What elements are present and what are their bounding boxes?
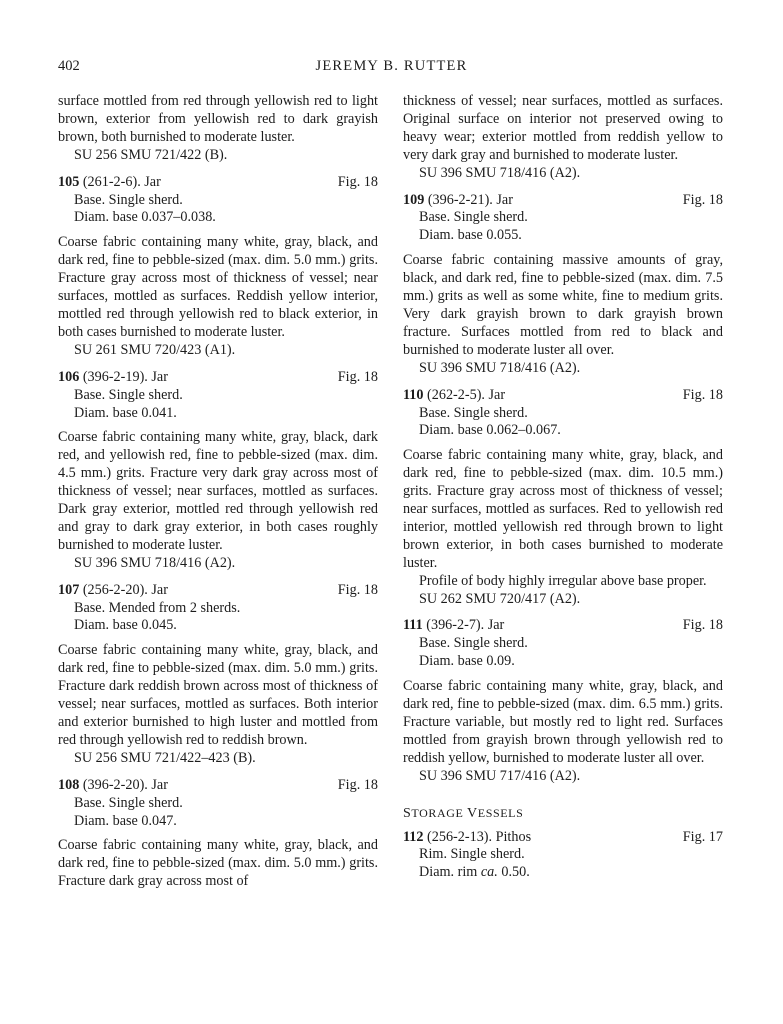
su-reference: SU 256 SMU 721/422 (B).	[74, 146, 228, 163]
catalogue-number: 112	[403, 828, 424, 845]
entry-heading	[58, 369, 378, 387]
catalogue-number: 108	[58, 776, 80, 793]
catalogue-number: 109	[403, 191, 425, 208]
entry-description: Coarse fabric containing many white, gray, black, and dark red, fine to pebble-sized (max. dim. 10.5 mm.) grits. Fracture gray across most of thickness of vessel; near surfaces, mottled as surfaces. Red to yellowish red interior, mottled yellowish red through brown to light brown exterior, in both cases burnished to moderate luster.	[403, 447, 723, 571]
entry-meta: Base. Single sherd.	[74, 191, 183, 208]
entry-dimensions: Diam. base 0.055.	[419, 227, 522, 244]
entry-title	[58, 174, 161, 192]
figure-reference: Fig. 18	[337, 173, 378, 190]
entry-description: Coarse fabric containing many white, gray, black, dark red, and yellowish red, fine to pebble-sized (max. dim. 4.5 mm.) grits. Fracture very dark gray across most of thickness of vessel; near surfaces, mottled as surfaces. Dark gray exterior, mottled red through yellowish red and gray to dark gray exterior, in both cases roughly burnished to moderate luster.	[58, 429, 378, 553]
figure-reference: Fig. 18	[337, 581, 378, 598]
figure-reference: Fig. 18	[682, 191, 723, 208]
entry-heading	[58, 582, 378, 600]
entry-description: Coarse fabric containing massive amounts of gray, black, and dark red, fine to pebble-sized (max. dim. 7.5 mm.) grits as well as some white, fine to medium grits. Very dark grayish brown to dark grayish brown fracture. Surfaces mottled from red to black and burnished to moderate luster all over.	[403, 252, 723, 358]
entry-description: Coarse fabric containing many white, gray, black, and dark red, fine to pebble-sized (max. dim. 5.0 mm.) grits. Fracture gray across most of thickness of vessel; near surfaces, mottled as surfaces. Reddish yellow interior, mottled red through yellowish red to black exterior, in both cases burnished to moderate luster.	[58, 234, 378, 340]
figure-reference: Fig. 18	[337, 368, 378, 385]
entry-title	[58, 582, 168, 600]
entry-dimensions: Diam. base 0.062–0.067.	[419, 422, 561, 439]
entry-dimensions: Diam. base 0.09.	[419, 653, 515, 670]
entry-description: Coarse fabric containing many white, gray, black, and dark red, fine to pebble-sized (max. dim. 5.0 mm.) grits. Fracture dark reddish brown across most of thickness of vessel; near surfaces, mottled as surfaces. Both interior and exterior burnished to high luster and mottled from red through yellowish red to reddish brown.	[58, 642, 378, 748]
entry-dimensions: Diam. base 0.041.	[74, 404, 177, 421]
catalogue-number: 107	[58, 581, 80, 598]
entry-id: (396-2-7). Jar	[426, 617, 505, 634]
su-reference: SU 396 SMU 717/416 (A2).	[419, 767, 581, 784]
entry-note: Profile of body highly irregular above base proper.	[419, 572, 707, 589]
section-heading: STORAGE VESSELS	[403, 805, 524, 821]
su-reference: SU 396 SMU 718/416 (A2).	[419, 164, 581, 181]
catalogue-number: 106	[58, 368, 80, 385]
entry-title	[403, 829, 531, 847]
continuation-text: thickness of vessel; near surfaces, mottled as surfaces. Original surface on interior not preserved owing to heavy wear; exterior mottled from reddish yellow to very dark gray and burnished to moderate luster.	[403, 93, 723, 163]
left-column	[58, 93, 378, 891]
entry-heading	[403, 617, 723, 635]
entry-meta: Rim. Single sherd.	[419, 846, 525, 863]
entry-dimensions: Diam. base 0.047.	[74, 812, 177, 829]
su-reference: SU 262 SMU 720/417 (A2).	[419, 590, 581, 607]
catalogue-number: 110	[403, 386, 424, 403]
su-reference: SU 256 SMU 721/422–423 (B).	[74, 749, 256, 766]
page-number: 402	[58, 58, 80, 74]
entry-description: Coarse fabric containing many white, gray, black, and dark red, fine to pebble-sized (max. dim. 6.5 mm.) grits. Fracture variable, but mostly red to light red. Surfaces mottled from grayish brown through yellowish red to reddish yellow, burnished to moderate luster all over.	[403, 678, 723, 766]
su-reference: SU 396 SMU 718/416 (A2).	[74, 554, 236, 571]
entry-description: Coarse fabric containing many white, gray, black, and dark red, fine to pebble-sized (max. dim. 5.0 mm.) grits. Fracture dark gray across most of	[58, 837, 378, 890]
running-title: JEREMY B. RUTTER	[315, 58, 468, 74]
entry-heading	[58, 777, 378, 795]
catalogue-number: 111	[403, 617, 423, 634]
entry-meta: Base. Single sherd.	[419, 635, 528, 652]
entry-title	[403, 617, 504, 635]
right-column	[403, 93, 723, 882]
entry-meta: Base. Single sherd.	[74, 386, 183, 403]
figure-reference: Fig. 18	[337, 776, 378, 793]
entry-id: (256-2-13). Pithos	[427, 828, 532, 845]
figure-reference: Fig. 18	[682, 386, 723, 403]
entry-heading	[58, 174, 378, 192]
entry-heading	[403, 387, 723, 405]
entry-title	[58, 777, 168, 795]
entry-dimensions: Diam. base 0.037–0.038.	[74, 209, 216, 226]
catalogue-number: 105	[58, 173, 80, 190]
entry-title	[403, 192, 513, 210]
page-header	[58, 58, 725, 78]
continuation-text: surface mottled from red through yellowish red to light brown, exterior from yellowish red to dark grayish brown, both burnished to moderate luster.	[58, 93, 378, 145]
entry-id: (261-2-6). Jar	[82, 173, 161, 190]
entry-id: (256-2-20). Jar	[82, 581, 168, 598]
entry-id: (396-2-21). Jar	[427, 191, 513, 208]
entry-meta: Base. Single sherd.	[74, 794, 183, 811]
entry-meta: Base. Single sherd.	[419, 404, 528, 421]
entry-id: (396-2-19). Jar	[82, 368, 168, 385]
entry-heading	[403, 192, 723, 210]
figure-reference: Fig. 17	[682, 828, 723, 845]
entry-id: (396-2-20). Jar	[82, 776, 168, 793]
entry-title	[58, 369, 168, 387]
figure-reference: Fig. 18	[682, 617, 723, 634]
entry-meta: Base. Mended from 2 sherds.	[74, 599, 241, 616]
su-reference: SU 261 SMU 720/423 (A1).	[74, 341, 236, 358]
entry-id: (262-2-5). Jar	[427, 386, 506, 403]
entry-title	[403, 387, 505, 405]
su-reference: SU 396 SMU 718/416 (A2).	[419, 359, 581, 376]
entry-dimensions: Diam. rim ca. 0.50.	[419, 864, 530, 881]
entry-heading	[403, 829, 723, 847]
entry-dimensions: Diam. base 0.045.	[74, 617, 177, 634]
entry-meta: Base. Single sherd.	[419, 209, 528, 226]
